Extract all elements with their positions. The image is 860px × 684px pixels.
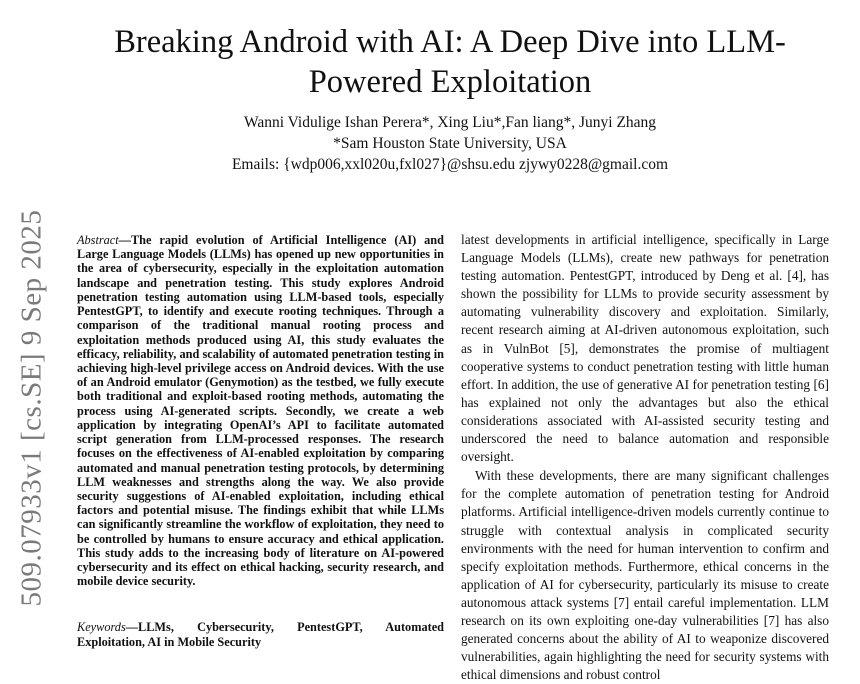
author-emails: Emails: {wdp006,xxl020u,fxl027}@shsu.edu zjywy0228@gmail.com <box>231 156 669 173</box>
abstract <box>77 233 444 588</box>
body-column-right <box>461 231 829 684</box>
abstract-heading: Abstract <box>77 233 119 247</box>
body-paragraph: latest developments in artificial intelligence, specifically in Large Language Models (LLMs), create new pathways for penetration testing automation. PentestGPT, introduced by Deng et al. [4], has shown the possibility for LLMs to provide security assessment by automating vulnerability discovery and exploitation. Similarly, recent research aiming at AI-driven autonomous exploitation, such as in VulnBot [5], demonstrates the promise of multiagent cooperative systems to conduct penetration testing with little human effort. In addition, the use of generative AI for penetration testing [6] has explained not only the advantages but also the ethical considerations associated with AI-assisted security testing and underscored the need to balance automation and responsible oversight. <box>461 232 829 465</box>
keywords <box>77 620 444 649</box>
author-block <box>60 112 840 175</box>
author-affiliation: *Sam Houston State University, USA <box>333 135 567 152</box>
keywords-text: —LLMs, Cybersecurity, PentestGPT, Automated Exploitation, AI in Mobile Security <box>77 620 444 649</box>
keywords-heading: Keywords <box>77 620 126 634</box>
body-paragraph: With these developments, there are many significant challenges for the complete automation of penetration testing for Android platforms. Artificial intelligence-driven models currently continue to struggle with contextual analysis in complicated security environments with the need for human intervention to confirm and specify exploitation methods. Furthermore, ethical concerns in the application of AI for cybersecurity, particularly its misuse to create autonomous attack systems [7] entail careful implementation. LLM research on its own exploiting one-day vulnerabilities [7] has also generated concerns about the ability of AI to weaponize discovered vulnerabilities, again highlighting the need for security systems with ethical dimensions and robust control <box>461 468 829 683</box>
arxiv-identifier: 509.07933v1 [cs.SE] 9 Sep 2025 <box>15 209 48 607</box>
author-names: Wanni Vidulige Ishan Perera*, Xing Liu*,Fan liang*, Junyi Zhang <box>243 114 657 131</box>
paper-title: Breaking Android with AI: A Deep Dive into LLM-Powered Exploitation <box>114 24 786 100</box>
abstract-text: —The rapid evolution of Artificial Intelligence (AI) and Large Language Models (LLMs) has opened up new opportunities in the area of cybersecurity, especially in the exploitation automation landscape and penetration testing. This study explores Android penetration testing automation using LLM-based tools, especially PentestGPT, to identify and execute rooting techniques. Through a comparison of the traditional manual rooting process and exploitation methods produced using AI, this study evaluates the efficacy, reliability, and scalability of automated penetration testing in achieving high-level privilege access on Android devices. With the use of an Android emulator (Genymotion) as the testbed, we fully execute both traditional and exploit-based rooting methods, automating the process using AI-generated scripts. Secondly, we create a web application by integrating OpenAI’s API to facilitate automated script generation from LLM-processed responses. The research focuses on the effectiveness of AI-enabled exploitation by comparing automated and manual penetration testing protocols, by determining LLM weaknesses and strengths along the way. We also provide security suggestions of AI-enabled exploitation, including ethical factors and potential misuse. The findings exhibit that while LLMs can significantly streamline the workflow of exploitation, they need to be controlled by humans to ensure accuracy and ethical application. This study adds to the increasing body of literature on AI-powered cybersecurity and its effect on ethical hacking, security research, and mobile device security. <box>77 233 444 589</box>
